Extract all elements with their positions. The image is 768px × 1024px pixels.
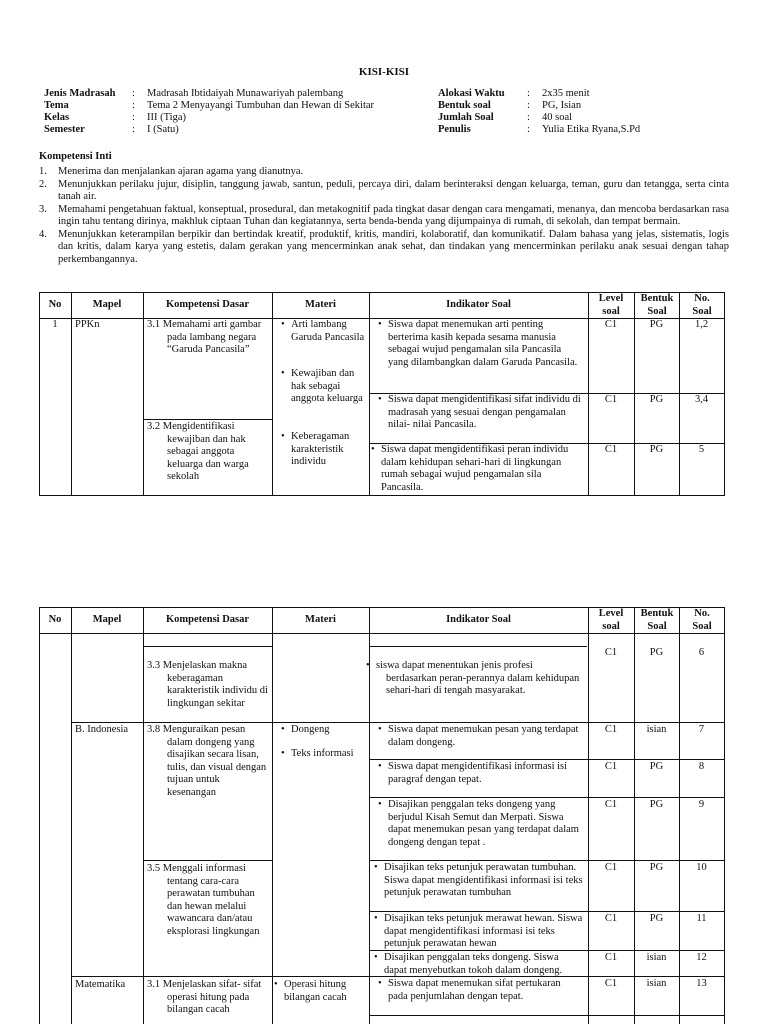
header-indikator-soal: Indikator Soal: [446, 299, 511, 310]
table-border: [143, 292, 144, 496]
cell-indikator: • Siswa dapat mengidentifikasi peran individu dalam kehidupan sehari-hari di lingkungan rumah sebagai wujud pengamalan sila Pancasila.: [381, 444, 583, 494]
cell-indikator: • Disajikan teks petunjuk merawat hewan. Siswa dapat mengidentifikasi informasi isi teks petunjuk perawatan hewan: [384, 913, 584, 951]
cell-materi: • Operasi hitung bilangan cacah: [284, 979, 366, 1004]
header-mapel: Mapel: [92, 614, 122, 625]
list-item: 2. Menunjukkan perilaku jujur, disiplin, tanggung jawab, santun, peduli, percaya diri, dalam berinteraksi dengan keluarga, teman, guru dan tetangga, serta cinta tanah air.: [39, 178, 729, 202]
cell-mapel: PPKn: [75, 319, 100, 330]
cell-no-soal: 5: [698, 444, 705, 455]
table-border: [369, 1015, 724, 1016]
list-item: 3. Memahami pengetahuan faktual, konseptual, prosedural, dan metakognitif pada tingkat dasar dengan cara mengamati, menanya, dan mencoba berdasarkan rasa ingin tahu tentang dirinya, makhluk ciptaan Tuhan dan kegiatannya, serta benda-benda yang dijumpainya di rumah, di sekolah, dan tempat bermain.: [39, 203, 729, 227]
header-level-soal: Level soal: [598, 608, 624, 632]
header-level-soal: Level soal: [598, 293, 624, 317]
cell-indikator: • Disajikan penggalan teks dongeng yang berjudul Kisah Semut dan Merpati. Siswa dapat menemukan pesan yang terdapat dalam dongeng dengan tepat .: [388, 799, 583, 849]
cell-mapel: B. Indonesia: [75, 724, 129, 735]
table-border: [143, 607, 144, 1024]
table-border: [369, 797, 724, 798]
table-border: [724, 607, 725, 1024]
cell-bentuk: isian: [646, 978, 667, 989]
cell-no: 1: [52, 319, 58, 330]
header-no-soal: No. Soal: [692, 608, 712, 632]
cell-level: C1: [604, 394, 618, 405]
meta-row-semester: Semester : I (Satu): [44, 124, 179, 135]
table-border: [369, 759, 724, 760]
table-border: [143, 646, 272, 647]
cell-kompetensi-dasar: 3.1 Menjelaskan sifat- sifat operasi hitung pada bilangan cacah: [147, 979, 262, 1015]
list-item: 1. Menerima dan menjalankan ajaran agama yang dianutnya.: [39, 166, 304, 177]
header-bentuk-soal: Bentuk Soal: [640, 608, 674, 632]
table-border: [272, 607, 273, 1024]
cell-no-soal: 6: [698, 647, 705, 658]
cell-no-soal: 1,2: [694, 319, 709, 330]
cell-bentuk: PG: [649, 799, 664, 810]
list-item: 4. Menunjukkan keterampilan berpikir dan bertindak kreatif, produktif, kritis, mandiri, kolaboratif, dan komunikatif. Dalam bahasa yang jelas, sistematis, logis dan kritis, dalam karya yang estetis, dalam gerakan yang mencerminkan anak sehat, dan tindakan yang mencerminkan perilaku anak sesuai dengan tahap perkembangannya.: [39, 228, 729, 265]
cell-indikator: • Siswa dapat menemukan arti penting berterima kasih kepada sesama manusia sebagai wujud pengamalan sila Pancasila yang dilambangkan dalam Garuda Pancasila.: [388, 319, 583, 369]
cell-level: C1: [604, 913, 618, 924]
cell-kompetensi-dasar: 3.1 Memahami arti gambar pada lambang negara “Garuda Pancasila”: [147, 319, 262, 355]
header-bentuk-soal: Bentuk Soal: [640, 293, 674, 317]
cell-indikator: • Siswa dapat menemukan pesan yang terdapat dalam dongeng.: [388, 724, 583, 749]
table-border: [39, 607, 40, 1024]
cell-no-soal: 8: [698, 761, 705, 772]
table-border: [39, 633, 724, 634]
cell-no-soal: 13: [696, 978, 707, 989]
cell-indikator: • Siswa dapat menemukan sifat pertukaran pada penjumlahan dengan tepat.: [388, 978, 583, 1003]
table-border: [272, 292, 273, 496]
cell-bentuk: PG: [649, 761, 664, 772]
cell-bentuk: PG: [649, 394, 664, 405]
header-mapel: Mapel: [92, 299, 122, 310]
cell-bentuk: isian: [646, 724, 667, 735]
cell-indikator: • Siswa dapat mengidentifikasi informasi isi paragraf dengan tepat.: [388, 761, 583, 786]
cell-bentuk: isian: [646, 952, 667, 963]
cell-indikator: • Disajikan teks petunjuk perawatan tumbuhan. Siswa dapat mengidentifikasi informasi isi teks petunjuk perawatan tumbuhan: [384, 862, 584, 900]
cell-no-soal: 10: [696, 862, 707, 873]
cell-bentuk: PG: [649, 319, 664, 330]
cell-materi: • Dongeng: [291, 724, 365, 737]
cell-level: C1: [604, 647, 618, 658]
meta-row-kelas: Kelas : III (Tiga): [44, 112, 186, 123]
table-border: [369, 860, 724, 861]
kompetensi-inti-list: [39, 166, 729, 266]
table-border: [724, 292, 725, 496]
cell-materi: • Kewajiban dan hak sebagai anggota keluarga: [291, 368, 365, 406]
meta-row-penulis: Penulis : Yulia Etika Ryana,S.Pd: [438, 124, 641, 135]
cell-bentuk: PG: [649, 862, 664, 873]
cell-kompetensi-dasar: 3.2 Mengidentifikasi kewajiban dan hak sebagai anggota keluarga dan warga sekolah: [147, 421, 249, 482]
cell-level: C1: [604, 761, 618, 772]
cell-no-soal: 9: [698, 799, 705, 810]
cell-bentuk: PG: [649, 647, 664, 658]
table-border: [71, 292, 72, 496]
meta-row-tema: Tema : Tema 2 Menyayangi Tumbuhan dan Hewan di Sekitar: [44, 100, 375, 111]
table-border: [143, 419, 272, 420]
meta-row-jumlah-soal: Jumlah Soal : 40 soal: [438, 112, 573, 123]
header-no: No: [48, 614, 62, 625]
header-indikator-soal: Indikator Soal: [446, 614, 511, 625]
cell-mapel: Matematika: [75, 979, 126, 990]
table-border: [369, 292, 370, 496]
meta-row-jenis-madrasah: Jenis Madrasah : Madrasah Ibtidaiyah Munawariyah palembang: [44, 88, 344, 99]
cell-no-soal: 11: [696, 913, 707, 924]
header-kompetensi-dasar: Kompetensi Dasar: [165, 299, 250, 310]
cell-no-soal: 12: [696, 952, 707, 963]
cell-materi: • Arti lambang Garuda Pancasila: [291, 319, 365, 344]
cell-no-soal: 7: [698, 724, 705, 735]
cell-bentuk: PG: [649, 913, 664, 924]
cell-indikator: • Disajikan penggalan teks dongeng. Siswa dapat menyebutkan tokoh dalam dongeng.: [384, 952, 584, 977]
meta-row-bentuk-soal: Bentuk soal : PG, Isian: [438, 100, 582, 111]
cell-level: C1: [604, 952, 618, 963]
header-no-soal: No. Soal: [692, 293, 712, 317]
cell-level: C1: [604, 799, 618, 810]
cell-level: C1: [604, 444, 618, 455]
table-border: [71, 722, 724, 723]
meta-row-alokasi-waktu: Alokasi Waktu : 2x35 menit: [438, 88, 590, 99]
cell-level: C1: [604, 862, 618, 873]
header-kompetensi-dasar: Kompetensi Dasar: [165, 614, 250, 625]
cell-indikator: • siswa dapat menentukan jenis profesi berdasarkan peran-perannya dalam kehidupan sehari-hari di tengah masyarakat.: [386, 660, 583, 698]
header-materi: Materi: [305, 614, 336, 625]
header-materi: Materi: [305, 299, 336, 310]
cell-indikator: • Siswa dapat mengidentifikasi sifat individu di madrasah yang sesuai dengan pengamalan nilai- nilai Pancasila.: [388, 394, 583, 432]
table-border: [143, 860, 272, 861]
table-border: [369, 646, 587, 647]
cell-materi: • Teks informasi: [291, 748, 365, 761]
cell-kompetensi-dasar: 3.3 Menjelaskan makna keberagaman karakteristik individu di lingkungan sekitar: [147, 660, 268, 709]
cell-kompetensi-dasar: 3.8 Menguraikan pesan dalam dongeng yang disajikan secara lisan, tulis, dan visual dengan tujuan untuk kesenangan: [147, 724, 267, 798]
table-border: [39, 495, 724, 496]
cell-bentuk: PG: [649, 444, 664, 455]
cell-materi: • Keberagaman karakteristik individu: [291, 431, 365, 469]
kompetensi-inti-title: Kompetensi Inti: [39, 151, 112, 162]
table-border: [369, 911, 724, 912]
cell-level: C1: [604, 319, 618, 330]
header-no: No: [48, 299, 62, 310]
document-title: KISI-KISI: [358, 66, 410, 78]
table-border: [71, 607, 72, 1024]
cell-kompetensi-dasar: 3.5 Menggali informasi tentang cara-cara perawatan tumbuhan dan hewan melalui wawancara dan/atau eksplorasi lingkungan: [147, 863, 260, 937]
cell-level: C1: [604, 978, 618, 989]
cell-level: C1: [604, 724, 618, 735]
cell-no-soal: 3,4: [694, 394, 709, 405]
